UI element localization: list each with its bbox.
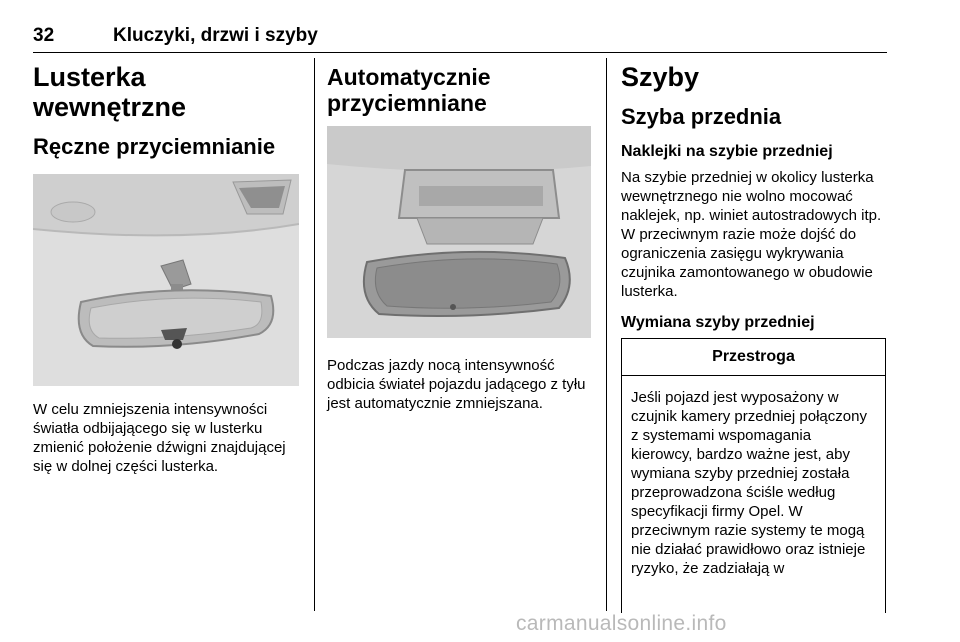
column-windows [621,52,887,333]
subheading-windscreen: Szyba przednia [621,104,782,129]
watermark: carmanualsonline.info [516,612,727,635]
page-header [33,22,887,53]
auto-mirror-illustration [327,126,591,338]
subheading-auto-dimming: Automatycznie przyciemniane [327,64,491,116]
column-divider [606,58,607,611]
section-heading-interior-mirrors: Lusterka wewnętrzne [33,62,187,122]
column-manual-dimming [33,52,299,476]
section-heading-windows: Szyby [621,62,700,92]
manual-mirror-illustration [33,174,299,386]
chapter-title: Kluczyki, drzwi i szyby [113,25,318,46]
manual-mirror-drawing [33,174,299,386]
column-auto-dimming [327,52,591,413]
auto-dimming-text: Podczas jazdy nocą intensywność odbicia świateł pojazdu jadącego z tyłu jest automatycznie zmniejszana. [327,357,586,412]
windscreen-stickers-title: Naklejki na szybie przedniej [621,143,833,160]
manual-dimming-text: W celu zmniejszenia intensywności światła odbijającego się w lusterku zmienić położenie dźwigni znajdującej się w dolnej części lusterka. [33,401,286,475]
caution-box [621,338,886,613]
subheading-manual-dimming: Ręczne przyciemnianie [33,134,276,159]
windscreen-stickers-text: Na szybie przedniej w okolicy lusterka wewnętrznego nie wolno mocować naklejek, np. winiet autostradowych itp. W przeciwnym razie może dojść do ograniczenia zasięgu wykrywania czujnika zamontowanego w obudowie lusterka. [621,169,882,300]
caution-text: Jeśli pojazd jest wyposażony w czujnik kamery przedniej połączony z systemami wspomagania kierowcy, bardzo ważne jest, aby wymiana szyby przedniej została przeprowadzona ściśle według specyfikacji firmy Opel. W przeciwnym razie systemy te mogą nie działać prawidłowo oraz istnieje ryzyko, że zadziałają w [631,389,867,577]
caution-title: Przestroga [622,339,885,376]
page-number: 32 [33,25,55,46]
auto-mirror-drawing [327,126,591,338]
windscreen-replacement-title: Wymiana szyby przedniej [621,314,815,331]
column-divider [314,58,315,611]
